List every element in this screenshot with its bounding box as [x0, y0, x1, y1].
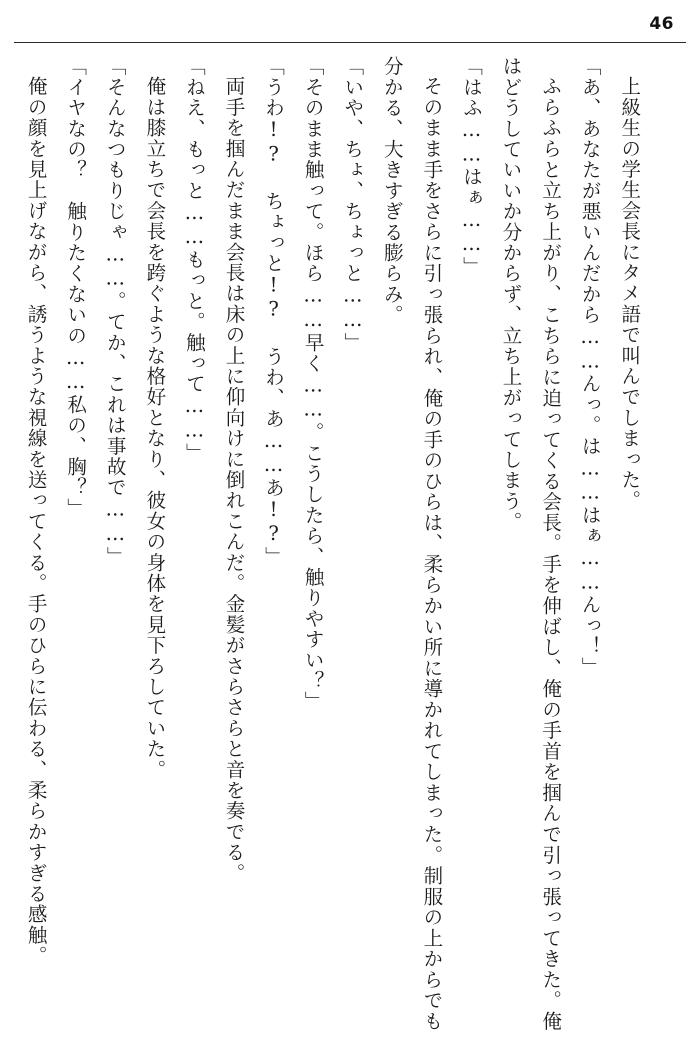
paragraph: ふらふらと立ち上がり、こちらに迫ってくる会長。手を伸ばし、俺の手首を掴んで引っ張ってきた。俺はどうしていいか分からず、立ち上がってしまう。 — [499, 56, 563, 1031]
paragraph: 「あ、あなたが悪いんだから……んっ。は……はぁ……んっ！」 — [578, 56, 602, 678]
paragraph: 「そんなつもりじゃ……。てか、これは事故で……」 — [103, 56, 127, 567]
vertical-text-block — [16, 56, 649, 1031]
page-number: 46 — [649, 14, 674, 34]
paragraph: 「はふ……はぁ……」 — [459, 56, 483, 277]
paragraph: 俺の顔を見上げながら、誘うような視線を送ってくる。手のひらに伝わる、柔らかすぎる感触。 — [24, 75, 48, 966]
header-rule — [14, 42, 686, 43]
paragraph: 「イヤなの？ 触りたくないの……私の、胸？」 — [64, 56, 88, 519]
paragraph: 「そのまま触って。ほら……早く……。こうしたら、触りやすい？」 — [301, 56, 325, 712]
paragraph: 上級生の学生会長にタメ語で叫んでしまった。 — [618, 75, 642, 511]
paragraph: 「いや、ちょ、ちょっと……」 — [341, 56, 365, 353]
paragraph: 俺は膝立ちで会長を跨ぐような格好となり、彼女の身体を見下ろしていた。 — [143, 75, 167, 780]
page-body — [16, 56, 684, 1040]
paragraph: 「うわ!? ちょっと!? うわ、あ……あ!?」 — [262, 56, 286, 568]
paragraph: 「ねえ、もっと……もっと。触って……」 — [182, 56, 206, 464]
paragraph: そのまま手をさらに引っ張られ、俺の手のひらは、柔らかい所に導かれてしまった。制服の上からでも分かる、大きすぎる膨らみ。 — [380, 56, 444, 1031]
paragraph: 両手を掴んだまま会長は床の上に仰向けに倒れこんだ。金髪がさらさらと音を奏でる。 — [222, 75, 246, 883]
